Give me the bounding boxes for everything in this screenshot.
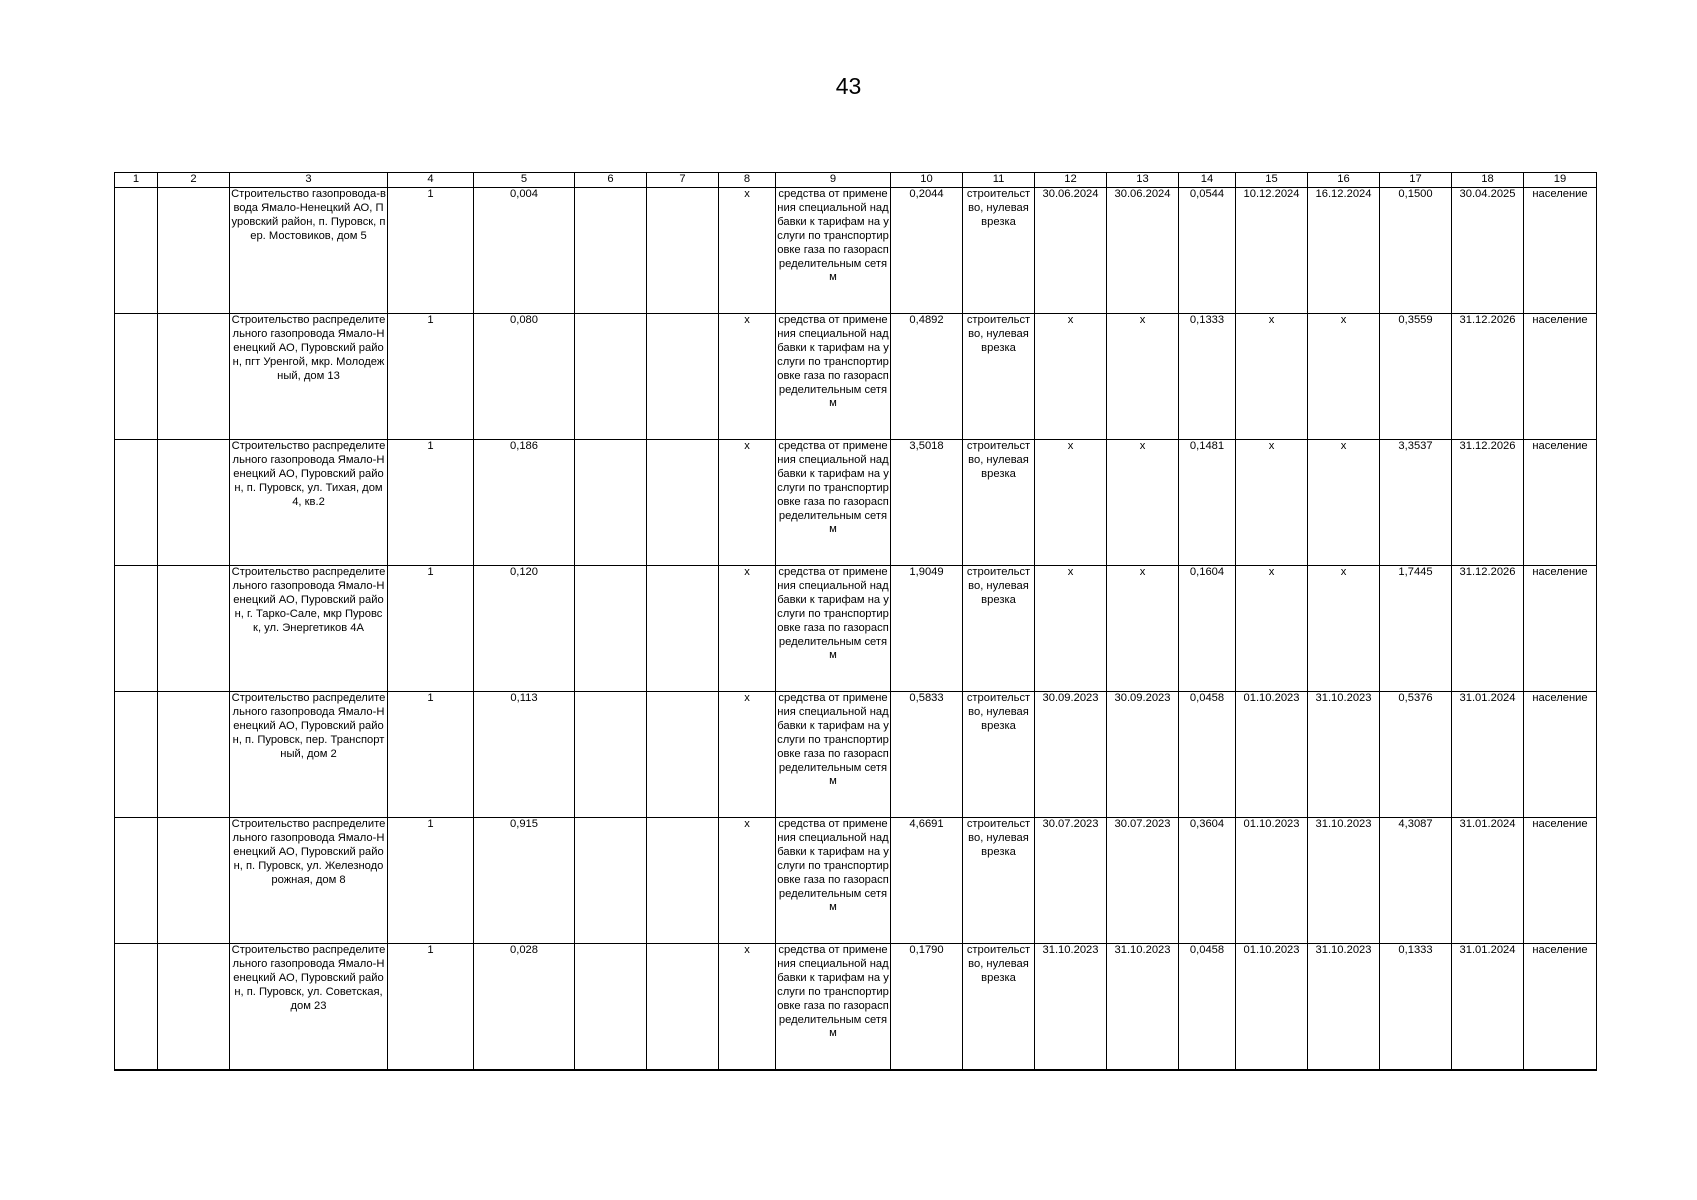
table-cell-col-13: x <box>1107 566 1179 692</box>
table-cell-col-1 <box>115 566 158 692</box>
table-row <box>115 944 1597 1071</box>
table-cell-col-15: 01.10.2023 <box>1236 818 1308 944</box>
table-cell-col-2 <box>158 188 230 314</box>
table-cell-col-18: 31.12.2026 <box>1452 566 1524 692</box>
table-cell-col-2 <box>158 314 230 440</box>
table-cell-col-7 <box>647 188 719 314</box>
table-cell-col-2 <box>158 566 230 692</box>
table-cell-col-6 <box>575 314 647 440</box>
table-cell-col-10: 0,4892 <box>891 314 963 440</box>
column-header-7: 7 <box>647 173 719 188</box>
table-cell-col-17: 1,7445 <box>1380 566 1452 692</box>
table-cell-col-6 <box>575 440 647 566</box>
table-cell-col-19: население <box>1524 188 1597 314</box>
table-row <box>115 566 1597 692</box>
table-cell-col-5: 0,028 <box>474 944 575 1071</box>
table-cell-col-16: x <box>1308 440 1380 566</box>
table-cell-col-10: 1,9049 <box>891 566 963 692</box>
table-cell-col-10: 3,5018 <box>891 440 963 566</box>
table-cell-col-17: 0,1333 <box>1380 944 1452 1071</box>
table-cell-col-13: x <box>1107 440 1179 566</box>
table-cell-col-17: 3,3537 <box>1380 440 1452 566</box>
table-cell-col-18: 31.01.2024 <box>1452 818 1524 944</box>
column-header-17: 17 <box>1380 173 1452 188</box>
table-cell-col-1 <box>115 944 158 1071</box>
table-cell-col-19: население <box>1524 440 1597 566</box>
table-cell-col-12: x <box>1035 314 1107 440</box>
table-cell-col-5: 0,915 <box>474 818 575 944</box>
table-cell-col-2 <box>158 944 230 1071</box>
table-cell-col-17: 4,3087 <box>1380 818 1452 944</box>
column-header-16: 16 <box>1308 173 1380 188</box>
table-cell-col-12: x <box>1035 566 1107 692</box>
table-cell-col-9: средства от применения специальной надбавки к тарифам на услуги по транспортировке газа по газораспределительным сетям <box>776 314 891 440</box>
table-cell-col-19: население <box>1524 944 1597 1071</box>
table-cell-col-14: 0,0458 <box>1179 692 1236 818</box>
table-cell-col-14: 0,0458 <box>1179 944 1236 1071</box>
table-row <box>115 692 1597 818</box>
table-cell-col-3: Строительство распределительного газопровода Ямало-Ненецкий АО, Пуровский район, пгт Уренгой, мкр. Молодежный, дом 13 <box>230 314 388 440</box>
table-cell-col-14: 0,1333 <box>1179 314 1236 440</box>
table-cell-col-18: 31.12.2026 <box>1452 314 1524 440</box>
table-cell-col-12: 30.06.2024 <box>1035 188 1107 314</box>
table-cell-col-12: 30.09.2023 <box>1035 692 1107 818</box>
table-cell-col-10: 4,6691 <box>891 818 963 944</box>
table-cell-col-11: строительство, нулевая врезка <box>963 692 1035 818</box>
table-cell-col-12: 31.10.2023 <box>1035 944 1107 1071</box>
table-cell-col-2 <box>158 692 230 818</box>
table-cell-col-12: x <box>1035 440 1107 566</box>
table-cell-col-8: x <box>719 314 776 440</box>
table-cell-col-14: 0,1604 <box>1179 566 1236 692</box>
column-header-12: 12 <box>1035 173 1107 188</box>
table-cell-col-19: население <box>1524 692 1597 818</box>
table-cell-col-4: 1 <box>388 692 474 818</box>
table-cell-col-4: 1 <box>388 188 474 314</box>
table-cell-col-4: 1 <box>388 818 474 944</box>
table-cell-col-4: 1 <box>388 944 474 1071</box>
table-cell-col-7 <box>647 440 719 566</box>
table-cell-col-7 <box>647 818 719 944</box>
table-cell-col-18: 31.01.2024 <box>1452 944 1524 1071</box>
table-cell-col-15: x <box>1236 440 1308 566</box>
column-header-15: 15 <box>1236 173 1308 188</box>
table-cell-col-1 <box>115 818 158 944</box>
column-header-11: 11 <box>963 173 1035 188</box>
table-cell-col-16: 31.10.2023 <box>1308 944 1380 1071</box>
table-cell-col-10: 0,5833 <box>891 692 963 818</box>
table-cell-col-4: 1 <box>388 566 474 692</box>
table-cell-col-8: x <box>719 566 776 692</box>
table-cell-col-5: 0,004 <box>474 188 575 314</box>
table-cell-col-18: 31.12.2026 <box>1452 440 1524 566</box>
table-cell-col-7 <box>647 944 719 1071</box>
table-cell-col-14: 0,0544 <box>1179 188 1236 314</box>
column-header-1: 1 <box>115 173 158 188</box>
table-cell-col-13: x <box>1107 314 1179 440</box>
table-cell-col-16: 31.10.2023 <box>1308 692 1380 818</box>
table-cell-col-8: x <box>719 944 776 1071</box>
table-cell-col-16: x <box>1308 314 1380 440</box>
table-cell-col-13: 30.09.2023 <box>1107 692 1179 818</box>
table-cell-col-5: 0,080 <box>474 314 575 440</box>
table-cell-col-17: 0,1500 <box>1380 188 1452 314</box>
column-header-10: 10 <box>891 173 963 188</box>
table-cell-col-7 <box>647 314 719 440</box>
table-cell-col-11: строительство, нулевая врезка <box>963 314 1035 440</box>
column-header-8: 8 <box>719 173 776 188</box>
table-cell-col-8: x <box>719 818 776 944</box>
table-cell-col-8: x <box>719 188 776 314</box>
table-cell-col-7 <box>647 566 719 692</box>
table-cell-col-14: 0,1481 <box>1179 440 1236 566</box>
table-cell-col-18: 31.01.2024 <box>1452 692 1524 818</box>
table-cell-col-8: x <box>719 440 776 566</box>
table-cell-col-3: Строительство распределительного газопровода Ямало-Ненецкий АО, Пуровский район, п. Пуровск, ул. Советская, дом 23 <box>230 944 388 1071</box>
table-cell-col-12: 30.07.2023 <box>1035 818 1107 944</box>
table-cell-col-10: 0,1790 <box>891 944 963 1071</box>
table-cell-col-6 <box>575 566 647 692</box>
table-cell-col-19: население <box>1524 818 1597 944</box>
table-cell-col-6 <box>575 944 647 1071</box>
table-cell-col-5: 0,113 <box>474 692 575 818</box>
table-cell-col-6 <box>575 188 647 314</box>
column-header-13: 13 <box>1107 173 1179 188</box>
column-header-3: 3 <box>230 173 388 188</box>
table-cell-col-16: 16.12.2024 <box>1308 188 1380 314</box>
table-cell-col-14: 0,3604 <box>1179 818 1236 944</box>
table-cell-col-11: строительство, нулевая врезка <box>963 188 1035 314</box>
column-header-19: 19 <box>1524 173 1597 188</box>
table-cell-col-4: 1 <box>388 314 474 440</box>
table-row <box>115 440 1597 566</box>
table-cell-col-16: 31.10.2023 <box>1308 818 1380 944</box>
table-cell-col-2 <box>158 818 230 944</box>
table-cell-col-17: 0,3559 <box>1380 314 1452 440</box>
column-header-18: 18 <box>1452 173 1524 188</box>
table-cell-col-15: x <box>1236 566 1308 692</box>
column-header-9: 9 <box>776 173 891 188</box>
table-cell-col-11: строительство, нулевая врезка <box>963 818 1035 944</box>
table-cell-col-1 <box>115 314 158 440</box>
table-cell-col-5: 0,186 <box>474 440 575 566</box>
project-table <box>114 172 1597 1071</box>
table-cell-col-15: 01.10.2023 <box>1236 944 1308 1071</box>
table-cell-col-6 <box>575 818 647 944</box>
table-cell-col-9: средства от применения специальной надбавки к тарифам на услуги по транспортировке газа по газораспределительным сетям <box>776 818 891 944</box>
table-cell-col-3: Строительство распределительного газопровода Ямало-Ненецкий АО, Пуровский район, п. Пуровск, ул. Железнодорожная, дом 8 <box>230 818 388 944</box>
table-cell-col-10: 0,2044 <box>891 188 963 314</box>
table-body <box>115 188 1597 1071</box>
table-cell-col-1 <box>115 440 158 566</box>
table-cell-col-13: 30.07.2023 <box>1107 818 1179 944</box>
table-cell-col-5: 0,120 <box>474 566 575 692</box>
table-cell-col-15: 01.10.2023 <box>1236 692 1308 818</box>
table-cell-col-9: средства от применения специальной надбавки к тарифам на услуги по транспортировке газа по газораспределительным сетям <box>776 692 891 818</box>
table-cell-col-3: Строительство распределительного газопровода Ямало-Ненецкий АО, Пуровский район, п. Пуровск, пер. Транспортный, дом 2 <box>230 692 388 818</box>
column-header-4: 4 <box>388 173 474 188</box>
table-cell-col-1 <box>115 692 158 818</box>
table-cell-col-15: x <box>1236 314 1308 440</box>
table-cell-col-17: 0,5376 <box>1380 692 1452 818</box>
table-row <box>115 314 1597 440</box>
table-cell-col-3: Строительство распределительного газопровода Ямало-Ненецкий АО, Пуровский район, г. Тарко-Сале, мкр Пуровск, ул. Энергетиков 4А <box>230 566 388 692</box>
column-header-14: 14 <box>1179 173 1236 188</box>
table-cell-col-9: средства от применения специальной надбавки к тарифам на услуги по транспортировке газа по газораспределительным сетям <box>776 188 891 314</box>
table-cell-col-3: Строительство распределительного газопровода Ямало-Ненецкий АО, Пуровский район, п. Пуровск, ул. Тихая, дом 4, кв.2 <box>230 440 388 566</box>
table-cell-col-9: средства от применения специальной надбавки к тарифам на услуги по транспортировке газа по газораспределительным сетям <box>776 566 891 692</box>
table-cell-col-6 <box>575 692 647 818</box>
table-cell-col-11: строительство, нулевая врезка <box>963 566 1035 692</box>
table-cell-col-3: Строительство газопровода-ввода Ямало-Ненецкий АО, Пуровский район, п. Пуровск, пер. Мостовиков, дом 5 <box>230 188 388 314</box>
column-header-6: 6 <box>575 173 647 188</box>
column-header-2: 2 <box>158 173 230 188</box>
table-cell-col-4: 1 <box>388 440 474 566</box>
table-cell-col-18: 30.04.2025 <box>1452 188 1524 314</box>
table-header <box>115 173 1597 188</box>
table-row <box>115 818 1597 944</box>
table-cell-col-19: население <box>1524 314 1597 440</box>
column-header-5: 5 <box>474 173 575 188</box>
table-row <box>115 188 1597 314</box>
table-cell-col-16: x <box>1308 566 1380 692</box>
table-cell-col-1 <box>115 188 158 314</box>
table-cell-col-2 <box>158 440 230 566</box>
table-cell-col-11: строительство, нулевая врезка <box>963 944 1035 1071</box>
table-cell-col-9: средства от применения специальной надбавки к тарифам на услуги по транспортировке газа по газораспределительным сетям <box>776 440 891 566</box>
table-cell-col-13: 30.06.2024 <box>1107 188 1179 314</box>
table-cell-col-11: строительство, нулевая врезка <box>963 440 1035 566</box>
table-cell-col-7 <box>647 692 719 818</box>
column-number-row <box>115 173 1597 188</box>
page-number: 43 <box>835 73 862 99</box>
table-cell-col-15: 10.12.2024 <box>1236 188 1308 314</box>
table-cell-col-13: 31.10.2023 <box>1107 944 1179 1071</box>
table-cell-col-8: x <box>719 692 776 818</box>
table-cell-col-9: средства от применения специальной надбавки к тарифам на услуги по транспортировке газа по газораспределительным сетям <box>776 944 891 1071</box>
table-cell-col-19: население <box>1524 566 1597 692</box>
